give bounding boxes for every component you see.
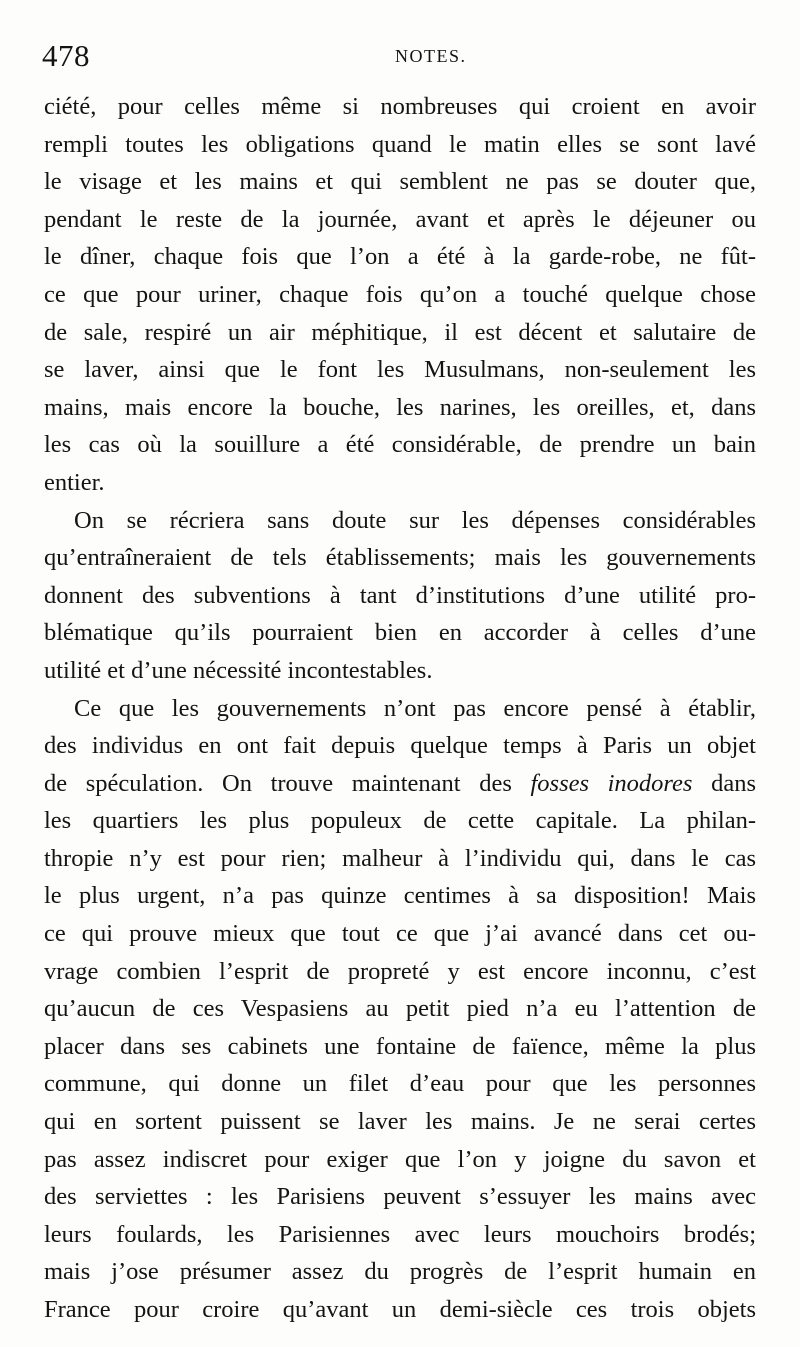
- text-line: le plus urgent, n’a pas quinze centimes à sa disposition! Mais: [44, 882, 756, 910]
- text-line: commune, qui donne un filet d’eau pour que les personnes: [44, 1070, 756, 1098]
- text-line: les quartiers les plus populeux de cette capitale. La philan-: [44, 807, 756, 835]
- text-line: entier.: [44, 468, 105, 496]
- text-line: pas assez indiscret pour exiger que l’on y joigne du savon et: [44, 1145, 756, 1173]
- text-line: leurs foulards, les Parisiennes avec leurs mouchoirs brodés;: [44, 1220, 756, 1248]
- text-line: qui en sortent puissent se laver les mains. Je ne serai certes: [44, 1108, 756, 1136]
- text-line: blématique qu’ils pourraient bien en accorder à celles d’une: [44, 619, 756, 647]
- text-line: des serviettes : les Parisiens peuvent s’essuyer les mains avec: [44, 1183, 756, 1211]
- text-line: ce que pour uriner, chaque fois qu’on a touché quelque chose: [44, 280, 756, 308]
- text-line: des individus en ont fait depuis quelque temps à Paris un objet: [44, 732, 756, 760]
- text-line: mains, mais encore la bouche, les narines, les oreilles, et, dans: [44, 393, 756, 421]
- text-line: qu’entraîneraient de tels établissements; mais les gouvernements: [44, 544, 756, 572]
- text-line-with-italic: [44, 765, 756, 803]
- page-number: 478: [42, 38, 90, 73]
- text-line: les cas où la souillure a été considérable, de prendre un bain: [44, 431, 756, 459]
- text-line: le dîner, chaque fois que l’on a été à la garde-robe, ne fût-: [44, 243, 756, 271]
- text-line: ce qui prouve mieux que tout ce que j’ai avancé dans cet ou-: [44, 920, 756, 948]
- text-line: ciété, pour celles même si nombreuses qui croient en avoir: [44, 93, 756, 120]
- text-line: Ce que les gouvernements n’ont pas encore pensé à établir,: [74, 694, 756, 722]
- text-line: qu’aucun de ces Vespasiens au petit pied n’a eu l’attention de: [44, 995, 756, 1023]
- text-line: le visage et les mains et qui semblent ne pas se douter que,: [44, 168, 756, 196]
- page-header: [40, 38, 760, 78]
- text-run: de spéculation. On trouve maintenant des: [44, 769, 531, 797]
- text-line: pendant le reste de la journée, avant et après le déjeuner ou: [44, 205, 756, 233]
- text-line: placer dans ses cabinets une fontaine de faïence, même la plus: [44, 1032, 756, 1060]
- text-line: rempli toutes les obligations quand le matin elles se sont lavé: [44, 130, 756, 158]
- text-line: France pour croire qu’avant un demi-siècle ces trois objets: [44, 1296, 756, 1323]
- text-line: de sale, respiré un air méphitique, il est décent et salutaire de: [44, 318, 756, 346]
- text-line: se laver, ainsi que le font les Musulmans, non-seulement les: [44, 356, 756, 384]
- italic-text-run: fosses inodores: [530, 769, 693, 797]
- body-text: [44, 88, 756, 1329]
- text-line: vrage combien l’esprit de propreté y est encore inconnu, c’est: [44, 957, 756, 985]
- text-line: donnent des subventions à tant d’institutions d’une utilité pro-: [44, 581, 756, 609]
- text-line: mais j’ose présumer assez du progrès de l’esprit humain en: [44, 1258, 756, 1286]
- running-head: NOTES.: [395, 46, 467, 66]
- text-run: dans: [692, 769, 756, 797]
- text-line: utilité et d’une nécessité incontestables.: [44, 656, 433, 684]
- text-line: On se récriera sans doute sur les dépenses considérables: [74, 506, 756, 534]
- text-line: thropie n’y est pour rien; malheur à l’individu qui, dans le cas: [44, 844, 756, 872]
